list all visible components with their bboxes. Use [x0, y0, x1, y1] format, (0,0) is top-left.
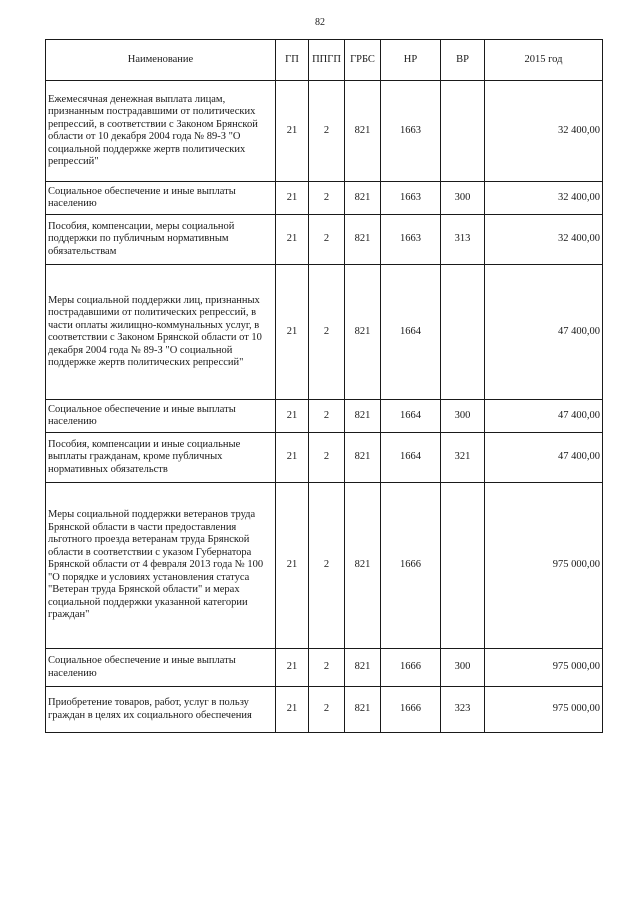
header-row — [46, 40, 603, 81]
table-row — [46, 649, 603, 687]
header-grbs: ГРБС — [345, 40, 381, 81]
row-ppgp: 2 — [309, 81, 345, 182]
row-gp: 21 — [276, 215, 309, 265]
header-vr: ВР — [441, 40, 485, 81]
row-name: Социальное обеспечение и иные выплаты населению — [46, 649, 276, 687]
row-grbs: 821 — [345, 182, 381, 215]
row-ppgp: 2 — [309, 649, 345, 687]
row-grbs: 821 — [345, 483, 381, 649]
table-row — [46, 182, 603, 215]
row-vr: 321 — [441, 433, 485, 483]
table-row — [46, 81, 603, 182]
row-amount: 47 400,00 — [485, 400, 603, 433]
table-row — [46, 687, 603, 733]
row-ppgp: 2 — [309, 687, 345, 733]
row-vr — [441, 483, 485, 649]
row-ppgp: 2 — [309, 400, 345, 433]
row-gp: 21 — [276, 400, 309, 433]
row-grbs: 821 — [345, 215, 381, 265]
header-gp: ГП — [276, 40, 309, 81]
header-name: Наименование — [46, 40, 276, 81]
row-name: Меры социальной поддержки ветеранов труда Брянской области в части предоставления льготного проезда ветеранам труда Брянской области в соответствии с указом Губернатора Брянской области от 4 февраля 2013 года № 100 "О порядке и условиях установления статуса "Ветеран труда Брянской области" и мерах социальной поддержки указанной категории граждан" — [46, 483, 276, 649]
row-nr: 1666 — [381, 649, 441, 687]
row-amount: 32 400,00 — [485, 215, 603, 265]
row-vr: 300 — [441, 182, 485, 215]
row-grbs: 821 — [345, 81, 381, 182]
row-gp: 21 — [276, 81, 309, 182]
row-name: Ежемесячная денежная выплата лицам, признанным пострадавшими от политических репрессий, в соответствии с Законом Брянской области от 10 декабря 2004 года № 89-З "О социальной поддержке жертв политических репрессий" — [46, 81, 276, 182]
row-grbs: 821 — [345, 687, 381, 733]
row-gp: 21 — [276, 182, 309, 215]
row-nr: 1664 — [381, 265, 441, 400]
row-vr: 323 — [441, 687, 485, 733]
row-name: Пособия, компенсации, меры социальной поддержки по публичным нормативным обязательствам — [46, 215, 276, 265]
row-vr — [441, 81, 485, 182]
row-name: Приобретение товаров, работ, услуг в пользу граждан в целях их социального обеспечения — [46, 687, 276, 733]
row-nr: 1666 — [381, 687, 441, 733]
row-amount: 32 400,00 — [485, 182, 603, 215]
row-gp: 21 — [276, 483, 309, 649]
row-grbs: 821 — [345, 433, 381, 483]
row-nr: 1666 — [381, 483, 441, 649]
row-amount: 975 000,00 — [485, 483, 603, 649]
row-vr: 313 — [441, 215, 485, 265]
header-ppgp: ППГП — [309, 40, 345, 81]
row-nr: 1664 — [381, 433, 441, 483]
table-row — [46, 215, 603, 265]
row-name: Социальное обеспечение и иные выплаты населению — [46, 400, 276, 433]
table-row — [46, 400, 603, 433]
row-gp: 21 — [276, 433, 309, 483]
row-amount: 32 400,00 — [485, 81, 603, 182]
row-nr: 1663 — [381, 81, 441, 182]
row-grbs: 821 — [345, 400, 381, 433]
row-gp: 21 — [276, 265, 309, 400]
table-row — [46, 483, 603, 649]
row-ppgp: 2 — [309, 265, 345, 400]
row-vr: 300 — [441, 400, 485, 433]
table-row — [46, 265, 603, 400]
row-grbs: 821 — [345, 265, 381, 400]
row-ppgp: 2 — [309, 182, 345, 215]
page-number: 82 — [315, 17, 325, 28]
row-amount: 975 000,00 — [485, 649, 603, 687]
row-nr: 1663 — [381, 182, 441, 215]
row-gp: 21 — [276, 687, 309, 733]
row-amount: 975 000,00 — [485, 687, 603, 733]
row-vr: 300 — [441, 649, 485, 687]
row-name: Меры социальной поддержки лиц, признанных пострадавшими от политических репрессий, в части оплаты жилищно-коммунальных услуг, в соответствии с Законом Брянской области от 10 декабря 2004 года № 89-З "О социальной поддержке жертв политических репрессий" — [46, 265, 276, 400]
header-year: 2015 год — [485, 40, 603, 81]
budget-table — [45, 39, 603, 733]
row-amount: 47 400,00 — [485, 265, 603, 400]
row-gp: 21 — [276, 649, 309, 687]
row-ppgp: 2 — [309, 433, 345, 483]
table-row — [46, 433, 603, 483]
row-ppgp: 2 — [309, 215, 345, 265]
header-nr: НР — [381, 40, 441, 81]
row-ppgp: 2 — [309, 483, 345, 649]
row-nr: 1663 — [381, 215, 441, 265]
row-grbs: 821 — [345, 649, 381, 687]
row-name: Пособия, компенсации и иные социальные выплаты гражданам, кроме публичных нормативных обязательств — [46, 433, 276, 483]
row-amount: 47 400,00 — [485, 433, 603, 483]
row-nr: 1664 — [381, 400, 441, 433]
row-vr — [441, 265, 485, 400]
row-name: Социальное обеспечение и иные выплаты населению — [46, 182, 276, 215]
